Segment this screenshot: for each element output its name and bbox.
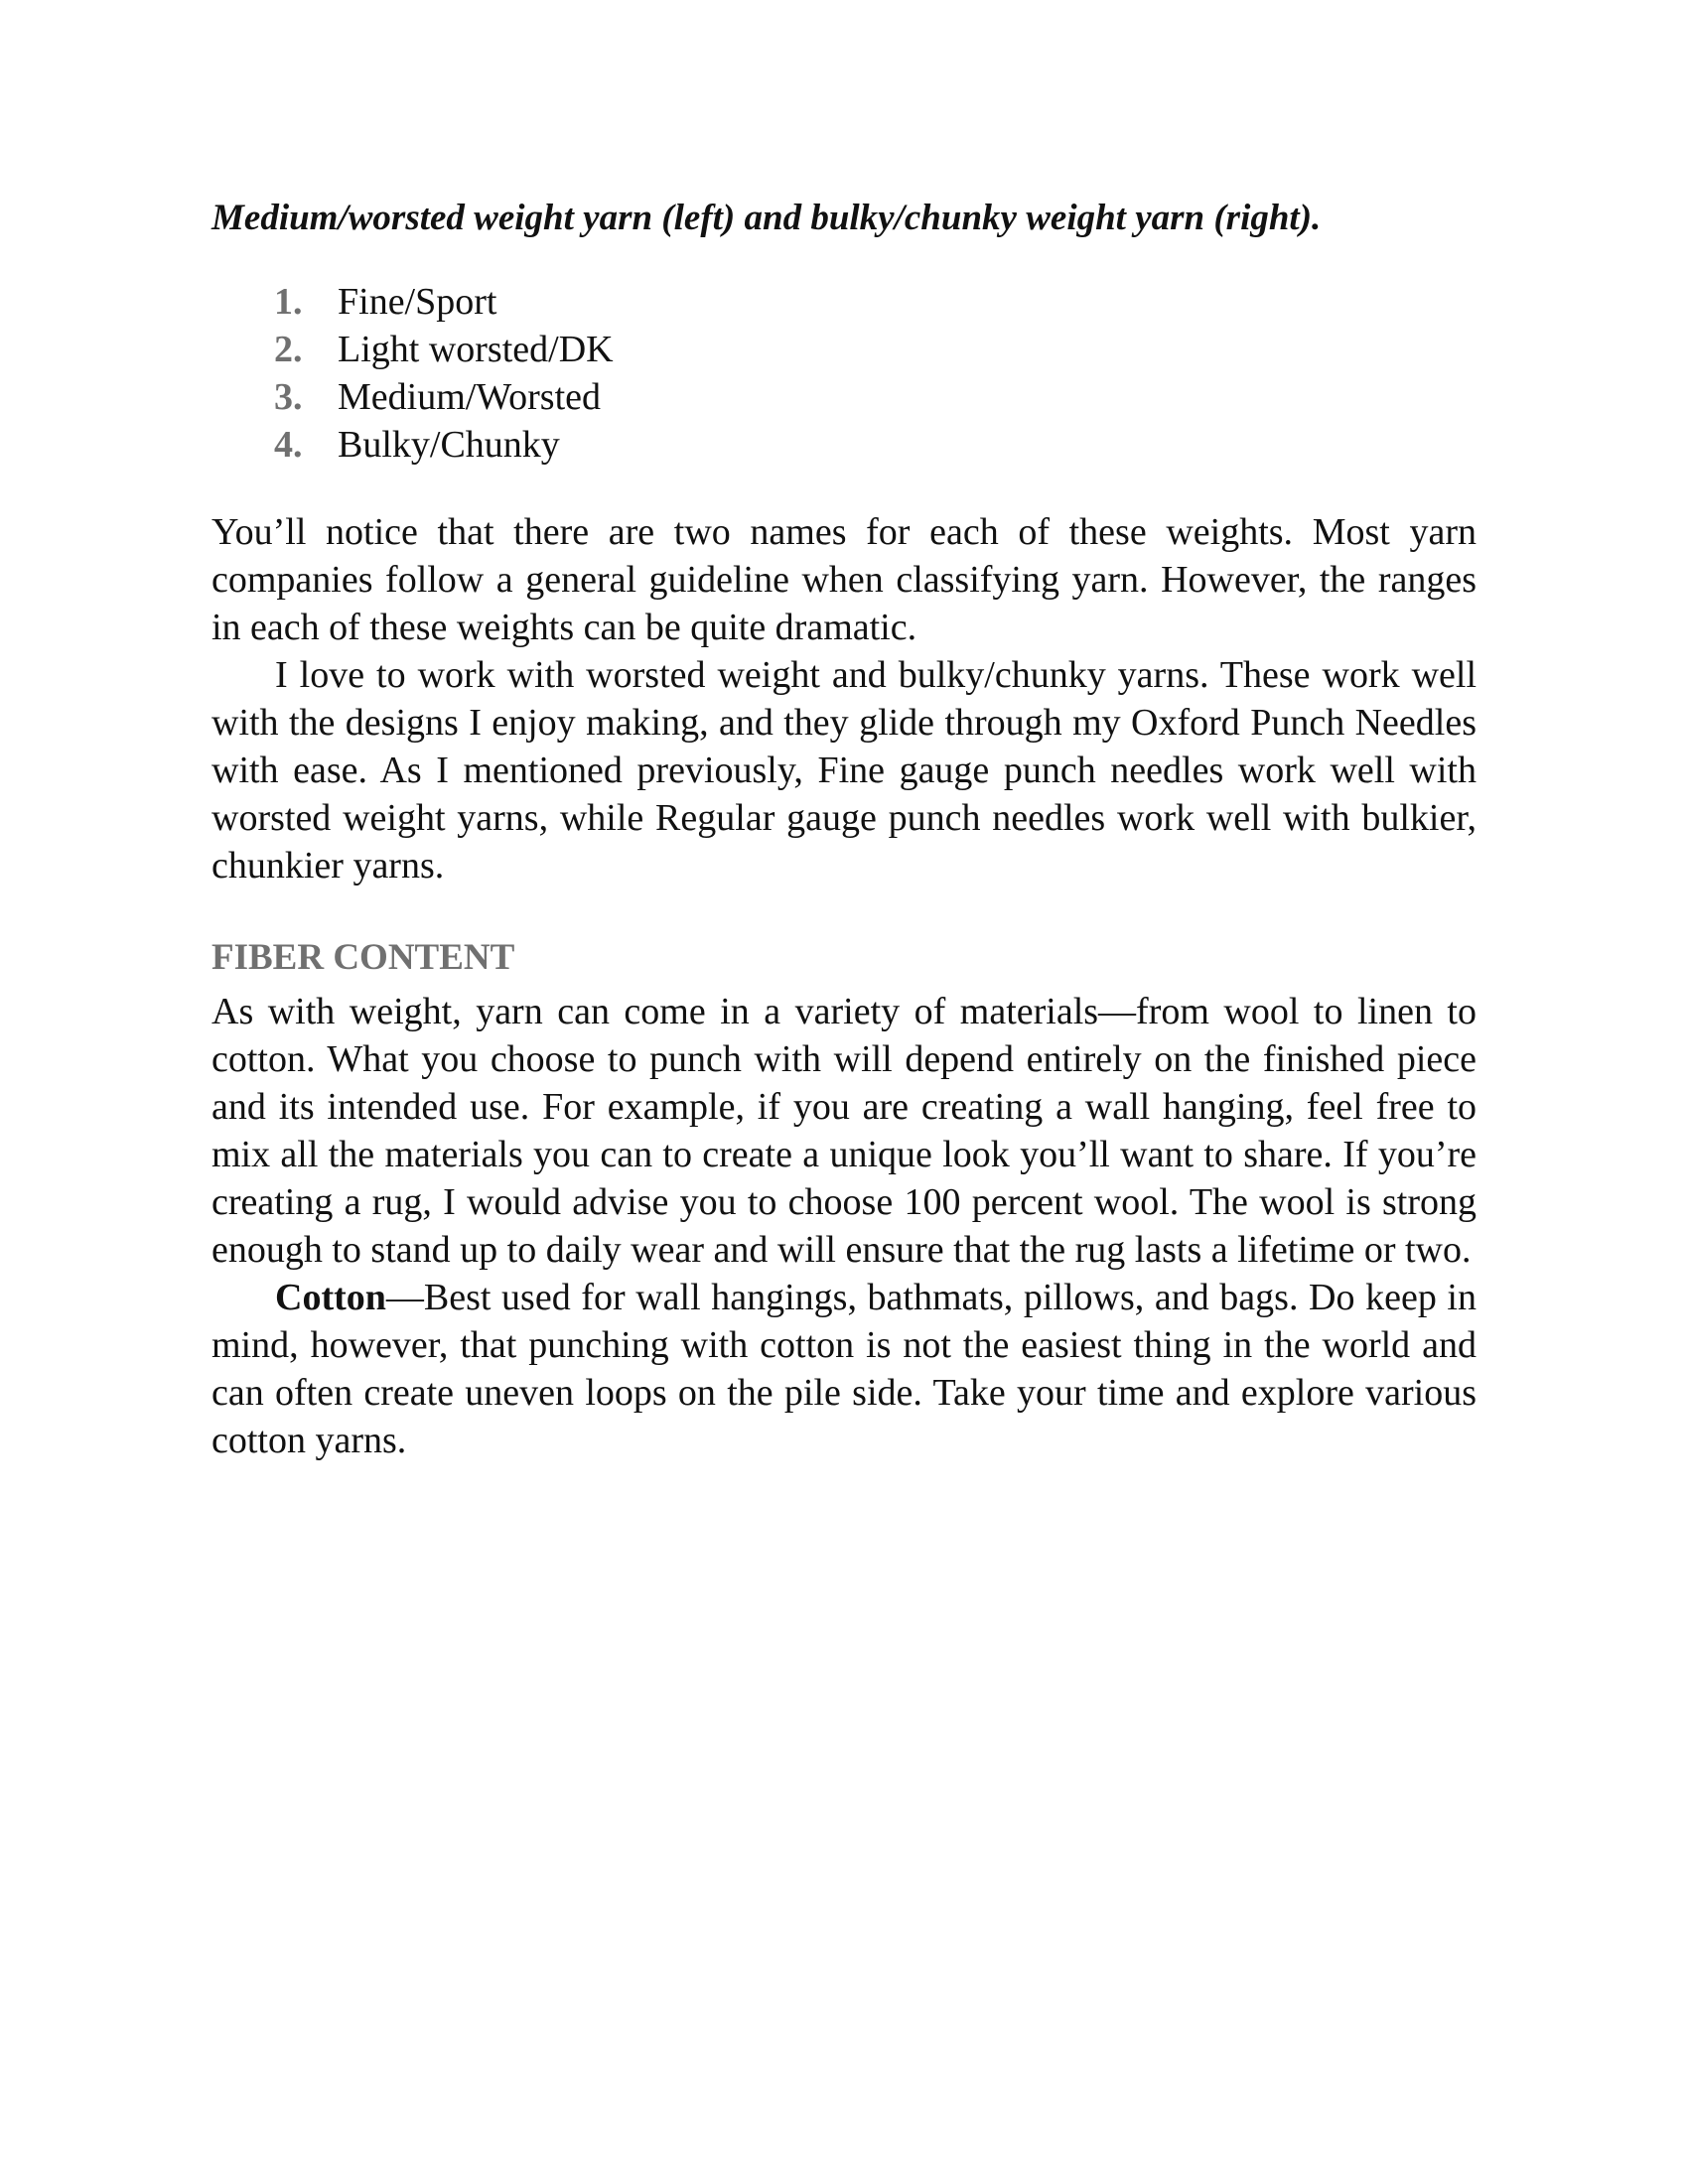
paragraph-fiber-materials: As with weight, yarn can come in a variety of materials—from wool to linen to cotton. What you choose to punch with will depend entirely on the finished piece and its intended use. For example, if you are creating a wall hanging, feel free to mix all the materials you can to create a unique look you’ll want to share. If you’re creating a rug, I would advise you to choose 100 percent wool. The wool is strong enough to stand up to daily wear and will ensure that the rug lasts a lifetime or two. [211, 991, 1477, 1271]
list-number: 1. [274, 281, 303, 323]
list-number: 4. [274, 424, 303, 466]
list-number: 3. [274, 376, 303, 418]
list-item-label: Fine/Sport [338, 281, 497, 323]
paragraph-cotton [211, 1274, 1477, 1464]
photo-caption: Medium/worsted weight yarn (left) and bulky/chunky weight yarn (right). [211, 198, 1322, 238]
paragraph-favorite-yarns: I love to work with worsted weight and bulky/chunky yarns. These work well with the designs I enjoy making, and they glide through my Oxford Punch Needles with ease. As I mentioned previously, Fine gauge punch needles work well with worsted weight yarns, while Regular gauge punch needles work well with bulkier, chunkier yarns. [211, 654, 1477, 887]
list-item [211, 278, 1477, 326]
document-page [211, 195, 1477, 1464]
list-item-label: Light worsted/DK [338, 329, 614, 370]
section-heading-fiber-content: FIBER CONTENT [211, 937, 515, 978]
paragraph-weight-names: You’ll notice that there are two names for each of these weights. Most yarn companies follow a general guideline when classifying yarn. However, the ranges in each of these weights can be quite dramatic. [211, 511, 1477, 648]
list-item [211, 326, 1477, 373]
list-item-label: Bulky/Chunky [338, 424, 560, 466]
list-item [211, 421, 1477, 469]
term-cotton: Cotton [275, 1277, 386, 1318]
cotton-description: —Best used for wall hangings, bathmats, pillows, and bags. Do keep in mind, however, that punching with cotton is not the easiest thing in the world and can often create uneven loops on the pile side. Take your time and explore various cotton yarns. [211, 1277, 1477, 1461]
yarn-weight-list [211, 278, 1477, 469]
list-item [211, 373, 1477, 421]
list-number: 2. [274, 329, 303, 370]
list-item-label: Medium/Worsted [338, 376, 602, 418]
